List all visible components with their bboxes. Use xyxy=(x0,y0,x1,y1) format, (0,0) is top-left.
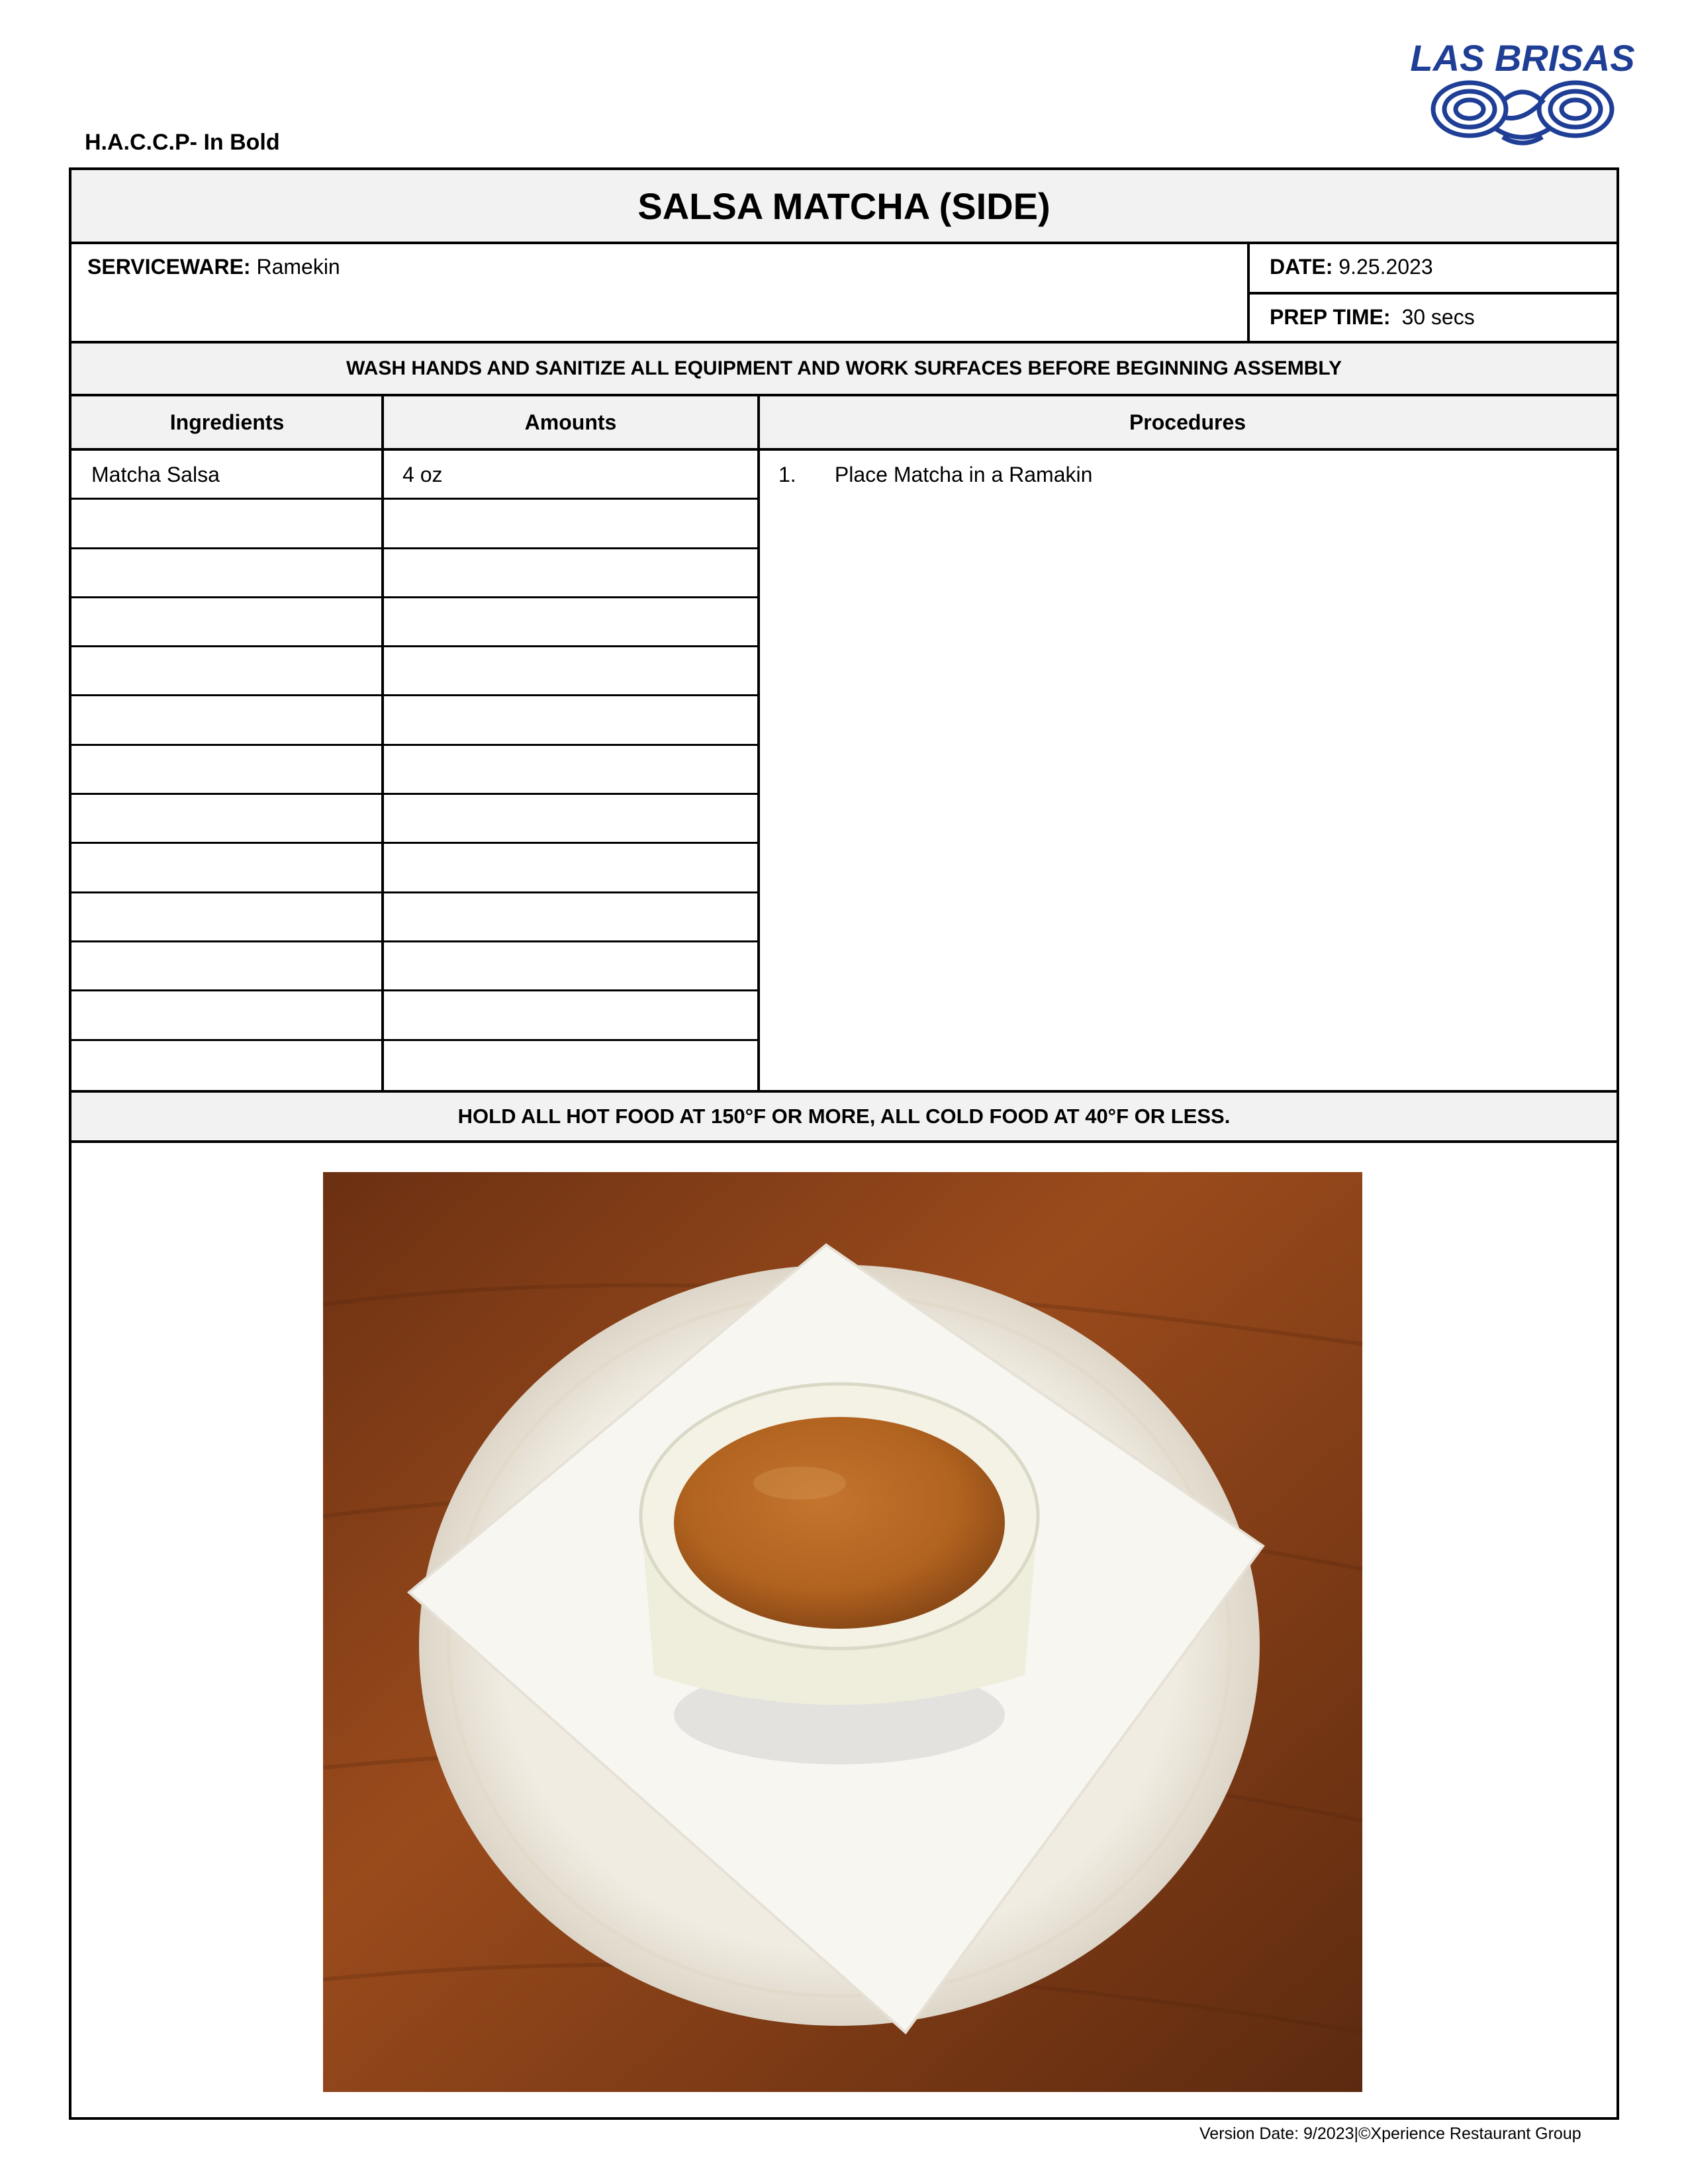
amount-cell xyxy=(383,893,759,942)
las-brisas-logo xyxy=(1410,30,1635,146)
serviceware-cell xyxy=(71,244,1250,343)
ingredient-cell xyxy=(71,697,383,746)
procedure-list xyxy=(759,451,1617,487)
amounts-header: Amounts xyxy=(383,396,759,451)
ingredient-cell xyxy=(71,1041,383,1090)
serviceware-value: Ramekin xyxy=(256,255,340,279)
column-divider xyxy=(757,396,760,1090)
amount-cell xyxy=(383,598,759,647)
prep-time-cell xyxy=(1250,295,1617,343)
recipe-card xyxy=(69,167,1619,2120)
amount-cell xyxy=(383,991,759,1040)
date-value: 9.25.2023 xyxy=(1338,255,1433,279)
ingredient-cell xyxy=(71,598,383,647)
ingredient-cell xyxy=(71,795,383,844)
food-photo xyxy=(323,1172,1362,2092)
ingredient-cell xyxy=(71,991,383,1040)
amount-cell xyxy=(383,549,759,598)
amount-cell xyxy=(383,697,759,746)
version-footer: Version Date: 9/2023|©Xperience Restaurant Group xyxy=(1199,2124,1581,2143)
ingredient-cell xyxy=(71,844,383,893)
ingredient-cell xyxy=(71,500,383,549)
amount-cell xyxy=(383,942,759,991)
amount-cell xyxy=(383,795,759,844)
serviceware-label: SERVICEWARE: xyxy=(87,255,251,279)
ingredient-cell xyxy=(71,647,383,696)
hold-temperature-banner: HOLD ALL HOT FOOD AT 150°F OR MORE, ALL COLD FOOD AT 40°F OR LESS. xyxy=(71,1090,1617,1143)
procedure-step xyxy=(778,463,1617,487)
ingredient-cell xyxy=(71,549,383,598)
svg-text:LAS BRISAS: LAS BRISAS xyxy=(1410,37,1635,79)
amount-cell xyxy=(383,500,759,549)
amount-cell: 4 oz xyxy=(383,451,759,500)
prep-time-label: PREP TIME: xyxy=(1270,305,1391,329)
ingredient-cell xyxy=(71,942,383,991)
ingredient-cell xyxy=(71,746,383,795)
haccp-note: H.A.C.C.P- In Bold xyxy=(85,130,280,155)
column-divider xyxy=(381,396,384,1090)
procedure-step-text: Place Matcha in a Ramakin xyxy=(834,463,1093,486)
procedure-step-number: 1. xyxy=(778,463,796,486)
ingredients-header: Ingredients xyxy=(71,396,383,451)
amount-cell xyxy=(383,844,759,893)
ingredient-cell xyxy=(71,893,383,942)
ingredient-cell: Matcha Salsa xyxy=(71,451,383,500)
date-cell xyxy=(1250,244,1617,295)
prep-time-value: 30 secs xyxy=(1401,305,1475,329)
amount-cell xyxy=(383,746,759,795)
procedures-header: Procedures xyxy=(759,396,1617,451)
amount-cell xyxy=(383,1041,759,1090)
recipe-title: SALSA MATCHA (SIDE) xyxy=(71,170,1617,244)
amount-cell xyxy=(383,647,759,696)
wash-hands-banner: WASH HANDS AND SANITIZE ALL EQUIPMENT AND WORK SURFACES BEFORE BEGINNING ASSEMBLY xyxy=(71,343,1617,396)
date-label: DATE: xyxy=(1270,255,1333,279)
